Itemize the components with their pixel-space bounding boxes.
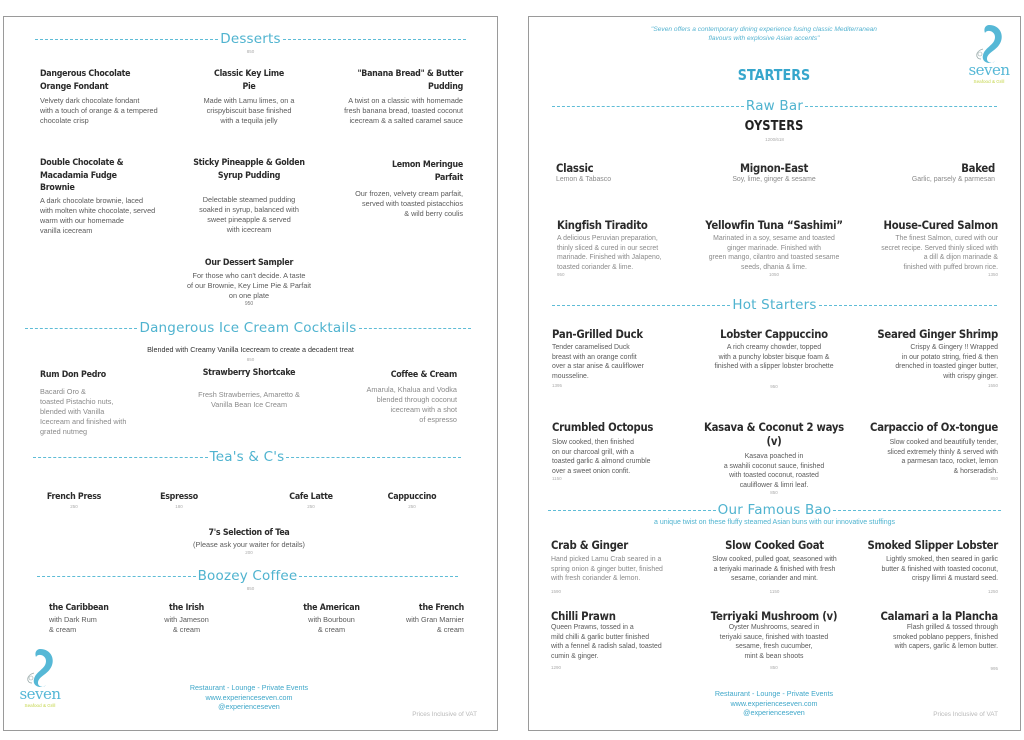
seven-logo (16, 647, 64, 713)
desc-line: Crispy & Gingery !! Wrapped (910, 344, 998, 351)
desc-line: finished with puffed brown rice. (903, 263, 998, 271)
divider (25, 328, 137, 329)
menu-item (551, 609, 701, 670)
desc-line: with crispy ginger. (943, 372, 998, 380)
page-title: STARTERS (737, 66, 811, 84)
item-description (551, 623, 701, 661)
item-description (692, 555, 857, 584)
menu-item (174, 157, 324, 235)
section-heading-boozey-coffee (36, 568, 459, 584)
tagline-line: "Seven offers a contemporary dining experience fusing classic Mediterranean (651, 26, 877, 33)
menu-item (551, 538, 701, 594)
desc-line: fresh banana bread, toasted coconut (344, 106, 463, 115)
tea-item (377, 491, 447, 509)
menu-item (557, 218, 707, 277)
item-title: Smoked Slipper Lobster (867, 538, 998, 552)
desc-line: blended through coconut (376, 394, 457, 404)
menu-item (848, 609, 998, 671)
item-description (174, 96, 324, 126)
item-description (307, 385, 457, 425)
item-price: 250 (408, 503, 416, 509)
desc-line: breast with an orange confit (552, 353, 637, 361)
desc-line: soaked in syrup, balanced with (199, 205, 299, 214)
desc-line: & cream (49, 624, 77, 634)
desc-line: blended with Vanilla (40, 406, 105, 416)
desc-line: drenched in toasted ginger butter, (895, 363, 998, 371)
item-price: 850 (770, 490, 778, 496)
desc-line: toasted Pistachio nuts, (40, 396, 114, 406)
brand-name: seven (19, 685, 61, 703)
desc-line: A dark chocolate brownie, laced (40, 195, 144, 205)
section-title: Our Famous Bao (717, 502, 832, 518)
divider (552, 106, 744, 107)
desc-line: Queen Prawns, tossed in a (551, 624, 634, 631)
divider (286, 457, 461, 458)
tea-item (276, 491, 346, 509)
item-title: Cappuccino (387, 492, 437, 502)
starters-menu-page (528, 16, 1021, 731)
social-handle[interactable]: @experienceseven (743, 708, 805, 717)
desc-line: spring onion & ginger butter, finished (551, 565, 663, 573)
section-heading-cocktails (24, 320, 472, 336)
section-heading-desserts (34, 31, 467, 47)
item-title: Crumbled Octopus (552, 420, 654, 434)
desc-line: a teriyaki marinade & finished with fresh (713, 565, 836, 573)
item-description (364, 615, 464, 635)
item-title: the American (303, 603, 360, 613)
tea-item (39, 491, 109, 509)
oyster-item (865, 161, 995, 185)
section-title: Raw Bar (745, 98, 804, 114)
tea-item (144, 491, 214, 509)
desc-line: served with toasted pistacchios (362, 199, 463, 208)
section-title: Tea's & C's (209, 449, 285, 465)
desc-line: with a touch of orange & a tempered (40, 106, 158, 115)
section-heading-hot-starters (551, 297, 998, 313)
menu-item (174, 68, 324, 126)
item-description (40, 196, 190, 236)
footer-contact (679, 689, 869, 718)
item-description (848, 623, 998, 652)
desc-line: & cream (317, 624, 346, 634)
social-handle[interactable]: @experienceseven (218, 702, 280, 711)
item-description (848, 343, 998, 381)
item-description: Garlic, parsely & parmesan (911, 176, 995, 183)
desc-line: The finest Salmon, cured with our (895, 235, 998, 242)
desc-line: in our potato string, fried & then (901, 353, 998, 361)
item-title: Strawberry Shortcake (202, 368, 296, 378)
section-title: Boozey Coffee (197, 568, 298, 584)
desc-line: Our frozen, velvety cream parfait, (355, 189, 463, 198)
item-title: Pan-Grilled Duck (552, 327, 643, 341)
item-title: the Irish (168, 603, 205, 613)
desc-line: a swahili coconut sauce, finished (723, 462, 825, 470)
desc-line: crispy llimri & mustard seed. (911, 575, 998, 583)
menu-item (307, 369, 457, 425)
item-title: Calamari a la Plancha (880, 609, 998, 623)
vat-note: Prices Inclusive of VAT (412, 711, 477, 718)
desc-line: & cream (436, 624, 464, 634)
desc-line: grated nutmeg (40, 426, 88, 436)
desc-line: crispybiscuit base finished (206, 106, 292, 115)
coffee-item (49, 602, 139, 635)
item-description (694, 234, 854, 272)
desc-line: sesame, coriander and mint. (731, 575, 818, 583)
divider (548, 510, 716, 511)
desc-line: with Dark Rum (49, 614, 97, 624)
menu-item (40, 157, 190, 236)
section-price: 850 (246, 49, 255, 54)
item-price: 200 (245, 549, 253, 555)
desc-line: with a tequila jelly (220, 116, 278, 125)
desc-line: icecream with a shot (390, 404, 457, 414)
item-description (694, 623, 854, 661)
item-description (689, 452, 859, 490)
item-title: Double Chocolate & (40, 158, 124, 168)
desc-line: icecream & a salted caramel sauce (349, 116, 463, 125)
desc-line: seeds, dhania & lime. (741, 263, 807, 271)
item-title: Kingfish Tiradito (557, 218, 648, 232)
desc-line: secret recipe. Served thinly sliced with (881, 244, 998, 252)
item-title: Lemon Meringue (391, 160, 463, 170)
item-description (154, 271, 344, 301)
item-price: 1250 (987, 588, 998, 594)
item-description (49, 615, 139, 635)
divider (805, 106, 997, 107)
desc-line: Made with Lamu limes, on a (203, 96, 295, 105)
desc-line: cumin & ginger. (551, 652, 599, 660)
item-title: Rum Don Pedro (40, 370, 106, 380)
desc-line: with a fennel & radish salad, toasted (551, 643, 662, 651)
vat-note: Prices Inclusive of VAT (933, 711, 998, 718)
desc-line: on one plate (228, 290, 270, 300)
coffee-item (149, 602, 224, 635)
desc-line: Slow cooked, pulled goat, seasoned with (712, 556, 837, 563)
brand-name: seven (968, 61, 1010, 79)
desc-line: of our Brownie, Key Lime Pie & Parfait (186, 280, 312, 290)
tagline-line: flavours with explosive Asian accents" (708, 35, 820, 42)
desc-line: of espresso (419, 414, 457, 424)
item-title: Chilli Prawn (551, 609, 616, 623)
menu-item (694, 218, 854, 277)
desc-line: toasted garlic & almond crumble (552, 458, 651, 466)
item-title: House-Cured Salmon (883, 218, 998, 232)
desc-line: with Jameson (164, 614, 209, 624)
divider (819, 305, 997, 306)
item-description (557, 234, 707, 272)
desc-line: marinade. Finished with Jalapeno, (557, 254, 662, 262)
item-price: 995 (990, 665, 998, 671)
desc-line: toasted coriander & lime. (557, 263, 634, 271)
item-title: Yellowfin Tuna “Sashimi” (705, 218, 843, 232)
item-title: Classic Key Lime (214, 69, 284, 79)
item-description (552, 343, 702, 381)
item-price: 1150 (552, 476, 562, 482)
item-price: 1150 (769, 588, 780, 594)
section-title: Hot Starters (732, 297, 817, 313)
item-description (40, 387, 180, 437)
divider (35, 39, 218, 40)
desc-line: sliced extremely thinly & served with (887, 448, 998, 456)
brand-subtitle: Seafood & Grill (973, 79, 1005, 84)
item-title: Parfait (434, 172, 463, 183)
desc-line: with capers, garlic & lemon butter. (894, 643, 998, 651)
desc-line: cauliflower & limri leaf. (739, 481, 809, 489)
desc-line: & wild berry coulis (404, 209, 463, 218)
section-title: Dangerous Ice Cream Cocktails (139, 320, 357, 336)
desc-line: For those who can't decide. A taste (192, 270, 306, 280)
item-description (289, 615, 374, 635)
item-title: Espresso (160, 492, 198, 502)
item-description: Lemon & Tabasco (556, 176, 612, 183)
desc-line: with icecream (226, 225, 272, 234)
item-description (174, 195, 324, 235)
item-price: 1550 (987, 383, 998, 389)
desc-line: with molten white chocolate, served (40, 205, 156, 215)
item-description (40, 96, 190, 126)
desc-line: over a star anise & cauliflower (552, 363, 644, 371)
item-title: 7's Selection of Tea (208, 528, 290, 538)
item-description (551, 555, 701, 584)
seven-logo (965, 23, 1013, 89)
divider (359, 328, 471, 329)
desc-line: Hand picked Lamu Crab seared in a (551, 556, 662, 563)
item-title: Syrup Pudding (217, 170, 281, 181)
item-title: Seared Ginger Shrimp (877, 327, 998, 341)
desc-line: with a punchy lobster bisque foam & (718, 353, 830, 361)
item-title: French Press (46, 492, 102, 502)
item-title: Cafe Latte (289, 492, 333, 502)
desc-line: Bacardi Oro & (40, 386, 86, 396)
section-price: 850 (246, 586, 255, 591)
section-title: Desserts (220, 31, 281, 47)
tea-selection (164, 527, 334, 555)
menu-item (694, 609, 854, 670)
desc-line: Fresh Strawberries, Amaretto & (198, 389, 300, 399)
section-heading-raw-bar (551, 98, 998, 114)
restaurant-tagline (619, 25, 909, 43)
desc-line: chocolate crisp (40, 116, 89, 125)
desc-line: Marinated in a soy, sesame and toasted (713, 235, 835, 242)
item-title: "Banana Bread" & Butter (357, 69, 463, 79)
item-description: Soy, lime, ginger & sesame (732, 176, 816, 183)
item-description (552, 438, 702, 476)
desc-line: a dill & dijon marinade & (923, 254, 998, 262)
menu-item (694, 327, 854, 389)
desc-line: & horseradish. (953, 467, 998, 475)
desc-line: Flash grilled & tossed through (906, 624, 998, 631)
item-title: Pudding (428, 81, 463, 92)
item-description (303, 189, 463, 219)
desc-line: teriyaki sauce, finished with toasted (719, 633, 829, 641)
menu-item (689, 420, 859, 495)
desc-line: Velvety dark chocolate fondant (40, 96, 140, 105)
item-title: Orange Fondant (40, 81, 109, 92)
item-title: Sticky Pineapple & Golden (193, 158, 305, 168)
desc-line: Amarula, Khalua and Vodka (366, 384, 457, 394)
item-price: 1050 (768, 272, 779, 278)
desc-line: Vanilla Bean Ice Cream (210, 399, 288, 409)
item-price: 1290 (551, 665, 562, 671)
desc-line: A rich creamy chowder, topped (726, 344, 822, 351)
desc-line: sesame, fresh cucumber, (735, 643, 813, 651)
divider (552, 305, 730, 306)
section-heading-bao (547, 502, 1002, 518)
item-title: Macadamia Fudge (40, 170, 117, 181)
item-title: Carpaccio of Ox-tongue (870, 420, 998, 434)
oysters-title: OYSTERS (744, 118, 804, 134)
footer-contact (154, 683, 344, 712)
desc-line: Kasava poached in (744, 453, 804, 460)
menu-item (303, 68, 463, 126)
desc-line: sweet pineapple & served (207, 215, 291, 224)
item-price: 250 (307, 503, 315, 509)
desc-line: mint & bean shoots (744, 652, 804, 660)
item-title: Terriyaki Mushroom (v) (710, 609, 838, 623)
desc-line: warm with our homemade (40, 215, 124, 225)
desc-line: finished with a slipper lobster brochette (714, 363, 834, 371)
item-price: 180 (175, 503, 183, 509)
desc-line: Lightly smoked, then seared in garlic (886, 556, 998, 563)
swirl-s-icon (965, 23, 1013, 65)
brand-subtitle: Seafood & Grill (24, 703, 56, 708)
item-price: 1350 (987, 272, 998, 278)
desc-line: mild chilli & garlic butter finished (551, 633, 650, 641)
menu-item (40, 68, 190, 126)
item-title: Kasava & Coconut 2 ways (v) (704, 420, 844, 448)
desc-line: ginger marinade. Finished with (727, 244, 821, 252)
desc-line: & cream (172, 624, 201, 634)
menu-item-sampler (154, 257, 344, 307)
desc-line: A twist on a classic with homemade (348, 96, 463, 105)
desc-line: on our charcoal grill, with a (552, 448, 634, 456)
section-intro: Blended with Creamy Vanilla Icecream to create a decadent treat (147, 345, 354, 354)
dessert-menu-page (3, 16, 498, 731)
item-title: Mignon-East (739, 161, 809, 175)
item-price: 850 (770, 665, 778, 671)
item-title: Lobster Cappuccino (720, 327, 828, 341)
divider (833, 510, 1001, 511)
desc-line: thinly sliced & cured in our secret (557, 244, 659, 252)
item-description (149, 615, 224, 635)
item-price: 250 (70, 503, 78, 509)
item-price: 850 (990, 476, 998, 482)
item-description (848, 234, 998, 272)
website-link[interactable]: www.experienceseven.com (205, 692, 293, 702)
menu-item (40, 369, 180, 437)
desc-line: with Bourboun (308, 614, 355, 624)
item-title: Baked (961, 161, 995, 175)
footer-tagline: Restaurant - Lounge - Private Events (189, 683, 309, 692)
item-title: the Caribbean (49, 603, 109, 613)
desc-line: Tender caramelised Duck (552, 344, 630, 351)
item-price: 950 (244, 300, 254, 307)
item-title: Pie (242, 81, 256, 92)
menu-item (848, 327, 998, 388)
website-link[interactable]: www.experienceseven.com (730, 698, 818, 708)
item-description (174, 390, 324, 410)
oyster-item (704, 161, 844, 185)
item-title: Brownie (40, 183, 75, 193)
item-title: Dangerous Chocolate (40, 69, 131, 79)
item-title: Coffee & Cream (390, 370, 457, 380)
desc-line: with toasted coconut, roasted (729, 472, 819, 480)
desc-line: Slow cooked, then finished (552, 439, 634, 446)
swirl-s-icon (16, 647, 64, 689)
oysters-price: 1200/618 (765, 137, 784, 142)
desc-line: with fresh coriander & lemon. (551, 575, 641, 583)
item-description (848, 555, 998, 584)
menu-item (552, 327, 702, 388)
oyster-item (556, 161, 676, 185)
desc-line: over a sweet onion confit. (552, 467, 631, 475)
item-title: Slow Cooked Goat (725, 538, 824, 552)
desc-line: smoked poblano peppers, finished (893, 633, 998, 641)
menu-item (303, 159, 463, 219)
item-description (694, 343, 854, 372)
item-price: 1590 (551, 588, 562, 594)
footer-tagline: Restaurant - Lounge - Private Events (714, 689, 834, 698)
coffee-item (289, 602, 374, 635)
desc-line: vanilla icecream (40, 225, 93, 235)
item-title: the French (418, 603, 464, 613)
desc-line: green mango, cilantro and toasted sesame (708, 254, 840, 262)
desc-line: mousseline. (552, 372, 589, 380)
menu-item (174, 367, 324, 410)
item-note: (Please ask your waiter for details) (193, 539, 305, 549)
divider (299, 576, 458, 577)
item-description (848, 438, 998, 476)
desc-line: with Gran Marnier (406, 614, 464, 624)
item-title: Crab & Ginger (551, 538, 629, 552)
item-price: 1395 (552, 383, 563, 389)
item-price: 950 (557, 272, 565, 278)
desc-line: butter & finished with toasted coconut, (881, 565, 998, 573)
desc-line: Oyster Mushrooms, seared in (728, 624, 820, 631)
divider (33, 457, 208, 458)
coffee-item (364, 602, 464, 635)
desc-line: a parmesan taco, rocket, lemon (901, 458, 998, 466)
desc-line: Delectable steamed pudding (202, 195, 296, 204)
menu-item (848, 218, 998, 277)
divider (37, 576, 196, 577)
item-description (303, 96, 463, 126)
menu-item (692, 538, 857, 594)
item-title: Classic (556, 161, 594, 175)
menu-item (552, 420, 702, 481)
section-heading-teas (32, 449, 462, 465)
item-title: Our Dessert Sampler (204, 258, 294, 268)
section-price: 850 (246, 357, 255, 362)
item-price: 950 (770, 383, 778, 389)
desc-line: A delicious Peruvian preparation, (557, 235, 658, 242)
desc-line: Icecream and finished with (40, 416, 127, 426)
section-subheading: a unique twist on these fluffy steamed Asian buns with our innovative stuffings (654, 519, 895, 526)
menu-item (848, 420, 998, 481)
divider (283, 39, 466, 40)
menu-item (848, 538, 998, 594)
desc-line: Slow cooked and beautifully tender, (889, 439, 998, 446)
